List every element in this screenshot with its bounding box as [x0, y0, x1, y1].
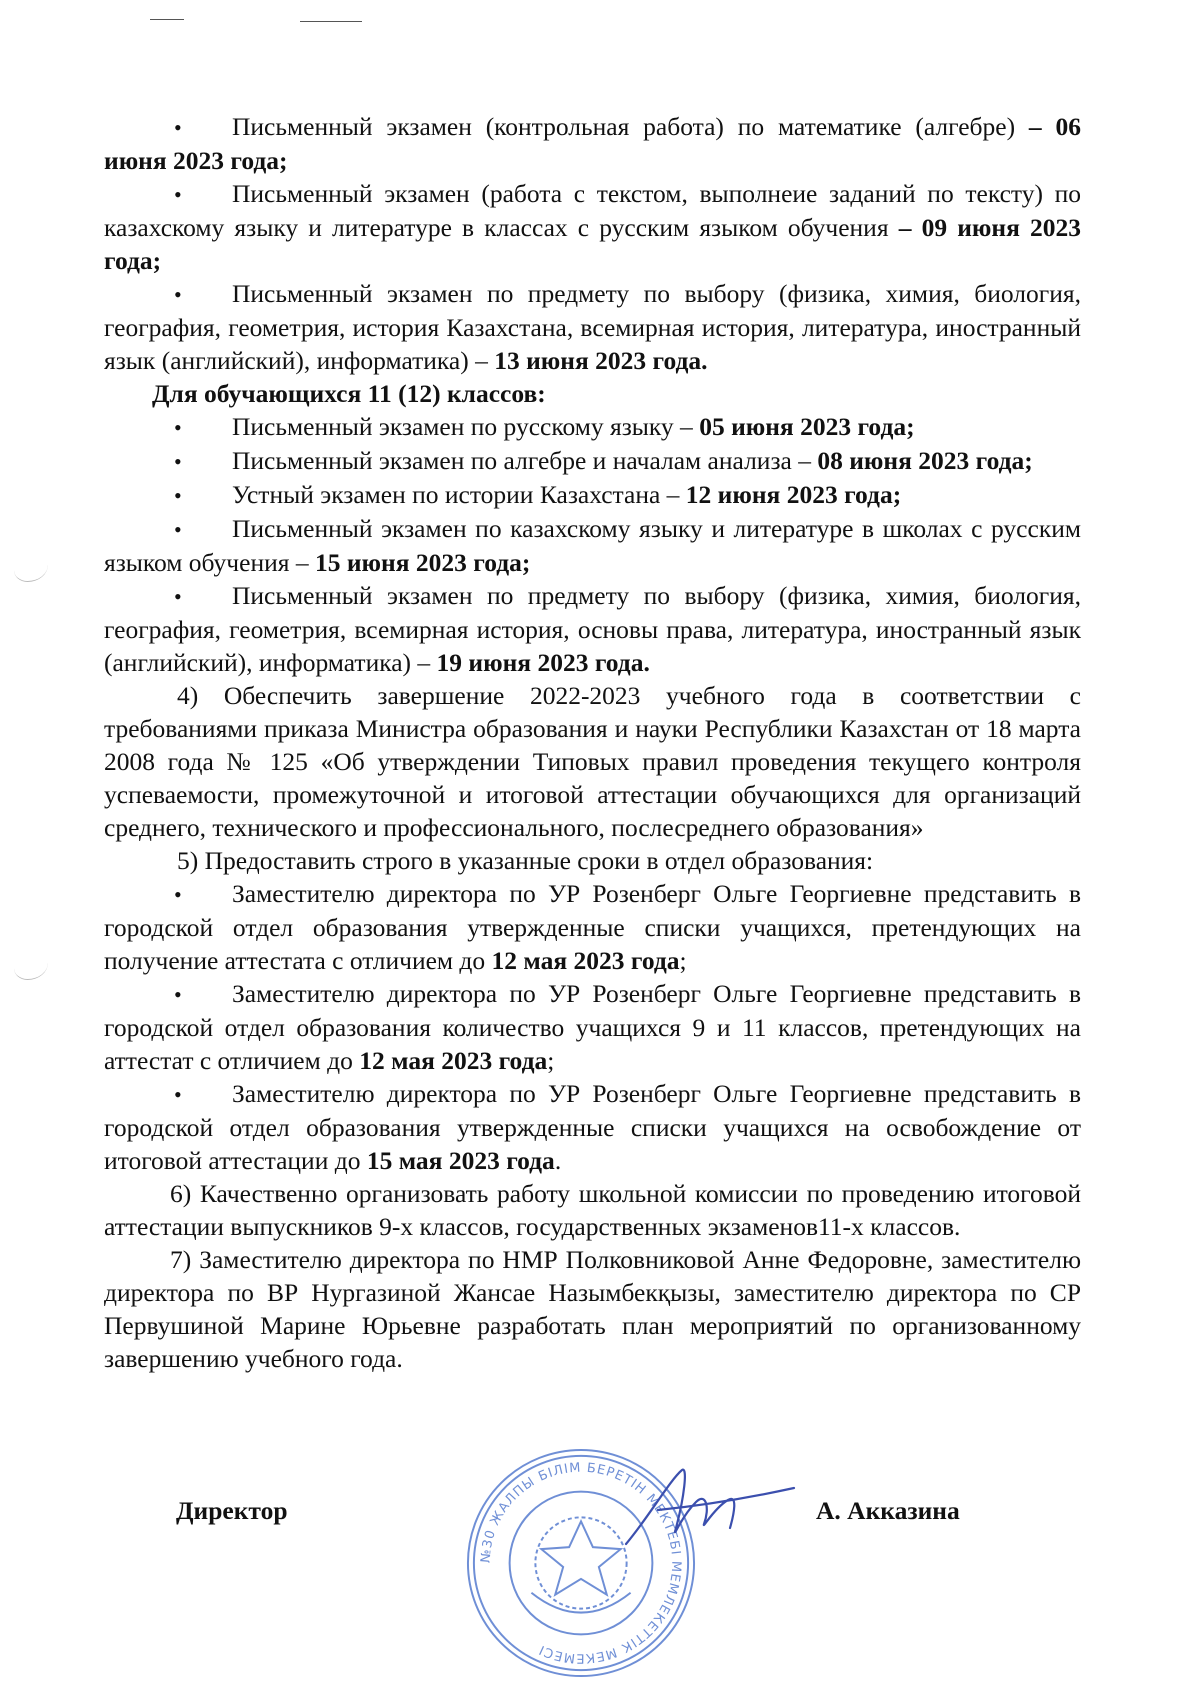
paragraph-text: Заместителю директора по УР Розенберг Ольге Георгиевне представить в городской отдел образования количество учащихся 9 и 11 классов, претендующих на аттестат с отличием до	[104, 979, 1081, 1075]
seal-text: №30 ЖАЛПЫ БІЛІМ БЕРЕТІН МЕКТЕБІ МЕМЛЕКЕТТІК МЕКЕМЕСІ	[478, 1460, 684, 1666]
paragraph-text: Письменный экзамен (контрольная работа) по математике (алгебре)	[232, 112, 1029, 141]
numbered-paragraph	[104, 1177, 1081, 1243]
paragraph-text: ;	[547, 1046, 555, 1075]
paragraph-text: Заместителю директора по УР Розенберг Ольге Георгиевне представить в городской отдел образования утвержденные списки учащихся на освобождение от итоговой аттестации до	[104, 1079, 1081, 1175]
bold-text: 12 мая 2023 года	[491, 946, 680, 975]
paragraph-text: 6) Качественно организовать работу школьной комиссии по проведению итоговой аттестации выпускников 9-х классов, государственных экзаменов11-х классов.	[104, 1179, 1081, 1241]
paragraph-text: 4) Обеспечить завершение 2022-2023 учебного года в соответствии с требованиями приказа Министра образования и науки Республики Казахстан от 18 марта 2008 года № 125 «Об утверждении Типовых правил проведения текущего контроля успеваемости, промежуточной и итоговой аттестации обучающихся для организаций среднего, технического и профессионального, послесреднего образования»	[104, 681, 1081, 842]
bullet-item	[104, 1077, 1081, 1177]
bullet-item	[104, 512, 1081, 579]
bold-text: – 06 июня 2023 года;	[104, 112, 1082, 175]
bold-text: 19 июня 2023 года.	[436, 648, 650, 677]
bold-text: 08 июня 2023 года;	[817, 446, 1033, 475]
bullet-item	[104, 277, 1081, 377]
paragraph-text: Письменный экзамен по предмету по выбору (физика, химия, биология, география, геометрия, всемирная история, основы права, литература, иностранный язык (английский), информатика) –	[104, 581, 1081, 677]
signatory-name: А. Акказина	[816, 1496, 960, 1525]
handwritten-signature	[618, 1458, 798, 1558]
bullet-item	[104, 410, 1081, 444]
paragraph-text: Письменный экзамен (работа с текстом, выполнеие заданий по тексту) по казахскому языку и литературе в классах с русским языком обучения	[104, 179, 1081, 242]
bullet-item	[104, 478, 1081, 512]
bold-text: 15 июня 2023 года;	[314, 548, 531, 577]
signatory-role: Директор	[176, 1496, 288, 1525]
paragraph-text: Заместителю директора по УР Розенберг Ольге Георгиевне представить в городской отдел образования утвержденные списки учащихся, претендующих на получение аттестата с отличием до	[104, 879, 1081, 975]
paragraph-text: Письменный экзамен по алгебре и началам анализа –	[232, 446, 818, 475]
scan-artifact-edge	[14, 951, 48, 980]
paragraph-text: .	[554, 1146, 562, 1175]
bullet-item	[104, 579, 1081, 679]
bold-text: 12 июня 2023 года;	[685, 480, 902, 509]
scan-artifact-edge	[14, 553, 48, 582]
bullet-item	[104, 444, 1081, 478]
paragraph-text: Письменный экзамен по казахскому языку и литературе в школах с русским языком обучения –	[104, 514, 1081, 577]
scan-artifact-line	[150, 19, 184, 20]
bold-text: 12 мая 2023 года	[359, 1046, 548, 1075]
paragraph-text: 5) Предоставить строго в указанные сроки в отдел образования:	[177, 846, 874, 875]
numbered-paragraph	[104, 679, 1081, 844]
section-heading	[104, 377, 1081, 410]
numbered-paragraph	[104, 844, 1081, 877]
bullet-item	[104, 177, 1081, 277]
paragraph-text: 7) Заместителю директора по НМР Полковниковой Анне Федоровне, заместителю директора по ВР Нургазиной Жансае Назымбекқызы, заместителю директора по СР Первушиной Марине Юрьевне разработать план мероприятий по организованному завершению учебного года.	[104, 1245, 1081, 1373]
scan-artifact-line	[300, 21, 362, 22]
document-body	[104, 110, 1081, 1375]
bullet-item	[104, 877, 1081, 977]
bullet-item	[104, 110, 1081, 177]
bold-text: Для обучающихся 11 (12) классов:	[152, 379, 546, 408]
bold-text: 13 июня 2023 года.	[494, 346, 708, 375]
bold-text: 15 мая 2023 года	[366, 1146, 555, 1175]
paragraph-text: Письменный экзамен по предмету по выбору (физика, химия, биология, география, геометрия, история Казахстана, всемирная история, литература, иностранный язык (английский), информатика) –	[104, 279, 1081, 375]
bullet-item	[104, 977, 1081, 1077]
bold-text: 05 июня 2023 года;	[699, 412, 915, 441]
paragraph-text: Устный экзамен по истории Казахстана –	[232, 480, 686, 509]
paragraph-text: ;	[679, 946, 687, 975]
bold-text: – 09 июня 2023 года;	[104, 213, 1081, 275]
numbered-paragraph	[104, 1243, 1081, 1375]
paragraph-text: Письменный экзамен по русскому языку –	[232, 412, 700, 441]
